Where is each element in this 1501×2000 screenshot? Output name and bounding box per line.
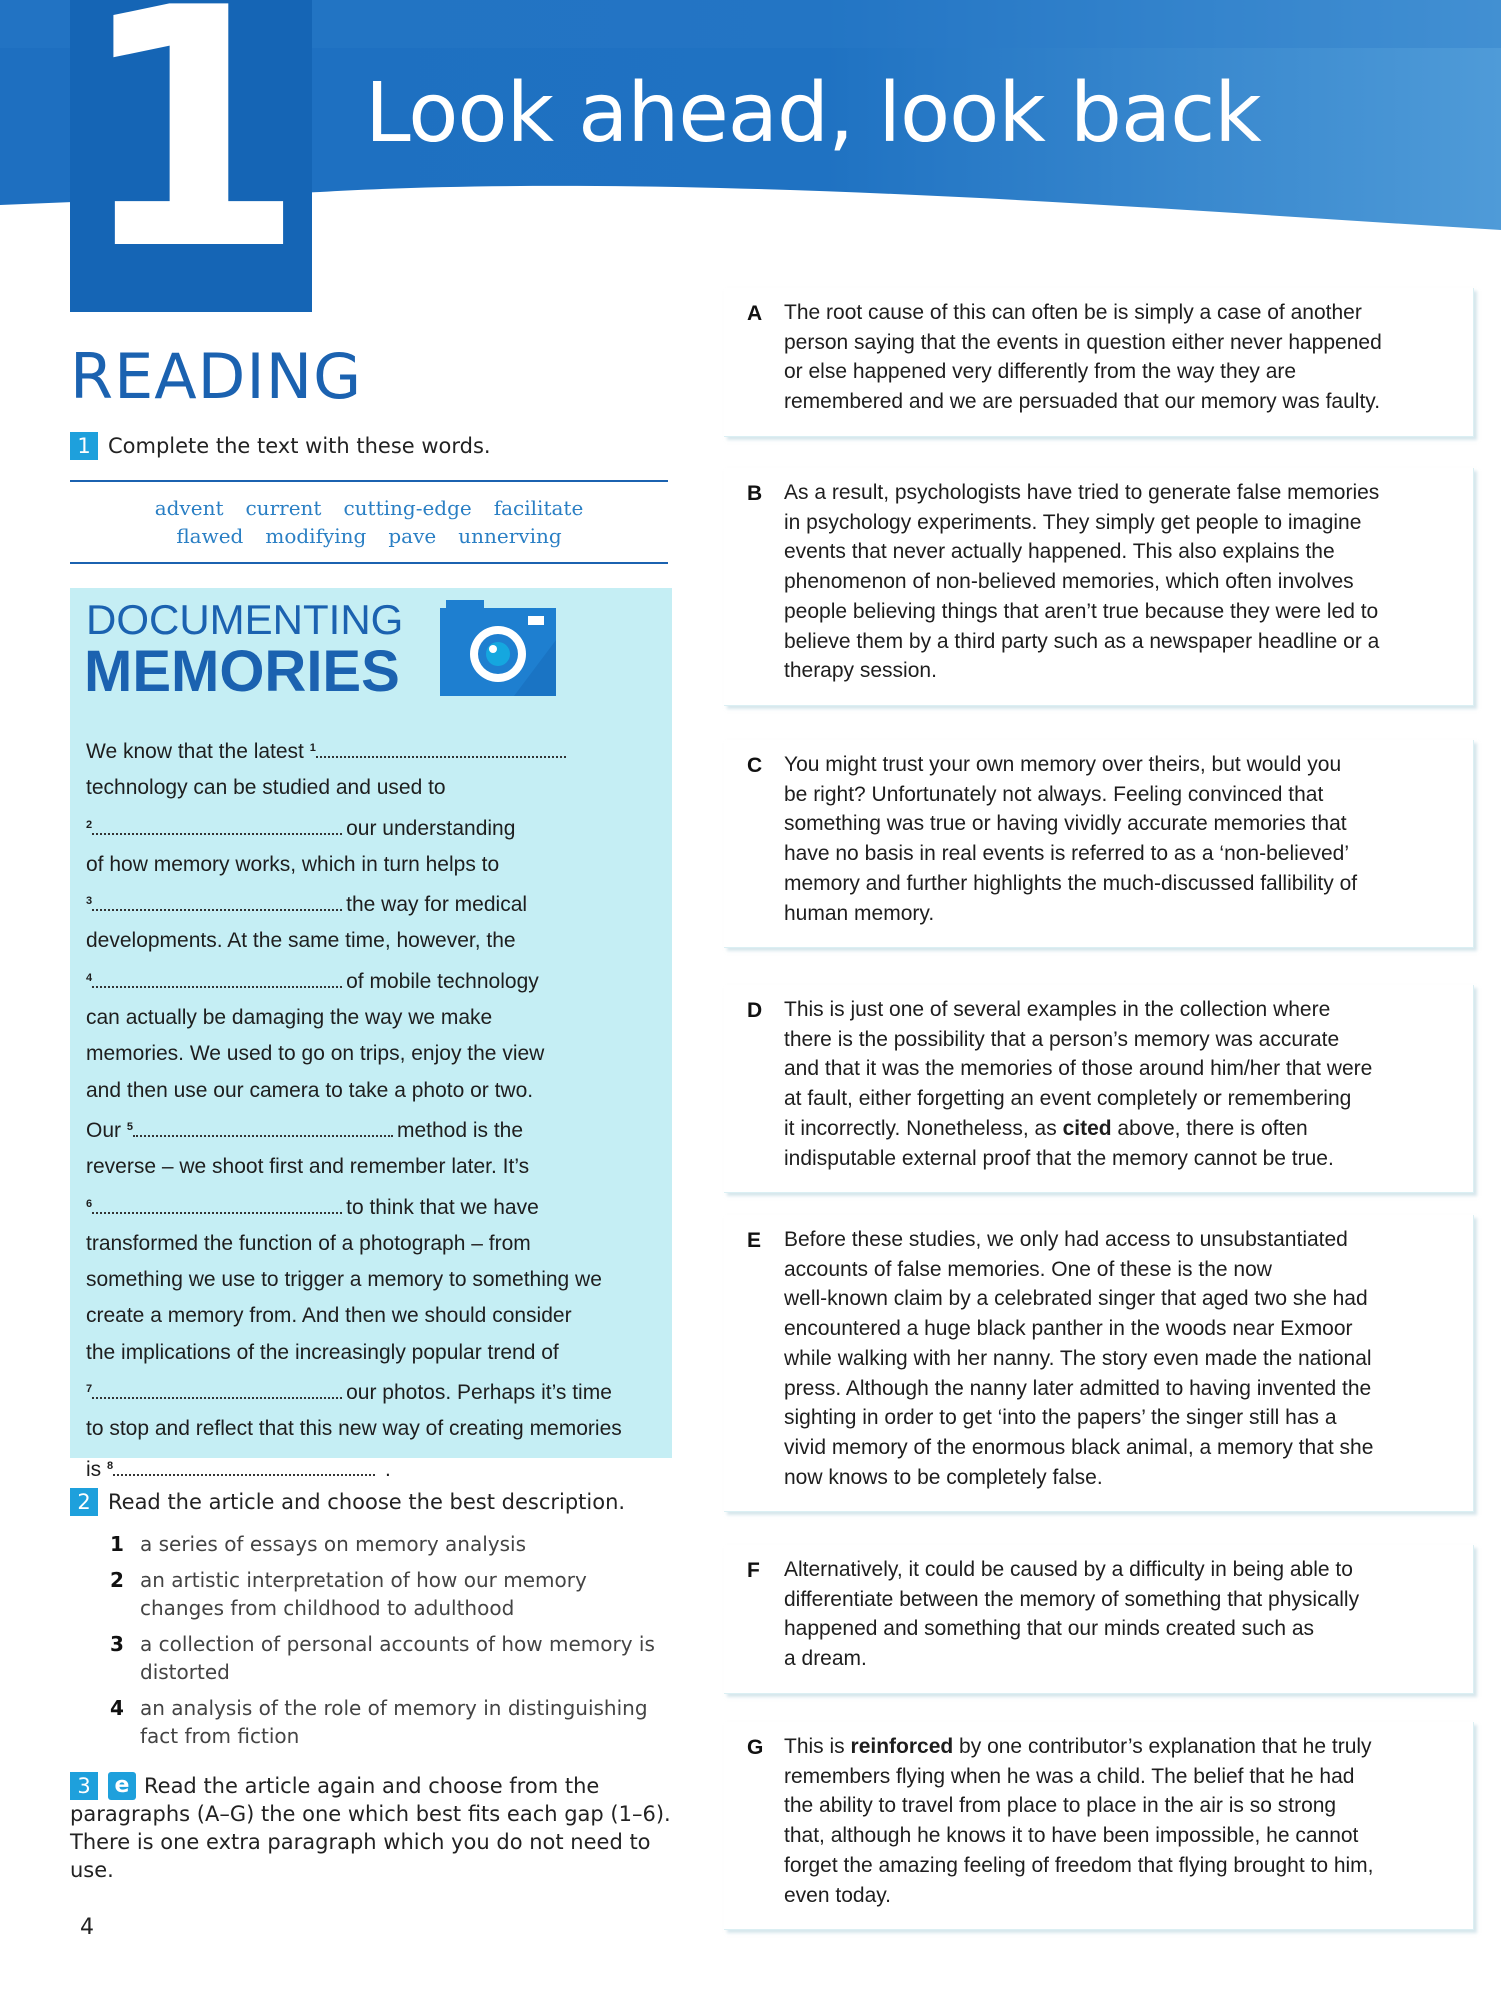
answer-gap[interactable] [92, 1196, 342, 1214]
text-segment: that, although he knows it to have been impossible, he cannot [784, 1824, 1359, 1848]
word-box-word: facilitate [493, 496, 584, 520]
text-segment: The root cause of this can often be is simply a case of another [784, 301, 1362, 324]
paragraph-line [784, 508, 1454, 538]
answer-gap[interactable] [92, 970, 342, 988]
text-segment: a dream. [784, 1647, 867, 1671]
option-item[interactable] [110, 1530, 670, 1558]
gap-text-segment: the way for medical [346, 893, 528, 917]
gap-text-segment: create a memory from. And then we should consider [86, 1304, 572, 1328]
page-number: 4 [80, 1915, 94, 1940]
option-text: a collection of personal accounts of how memory is distorted [140, 1632, 655, 1684]
gap-text-line [86, 1448, 666, 1488]
text-segment: have no basis in real events is referred to as a ‘non-believed’ [784, 842, 1349, 866]
text-segment: press. Although the nanny later admitted to having invented the [784, 1376, 1372, 1400]
paragraph-line [784, 1084, 1454, 1114]
gap-text-segment: Our [86, 1118, 127, 1142]
paragraph-line [784, 1114, 1454, 1144]
text-segment: differentiate between the memory of something that physically [784, 1587, 1360, 1611]
task-2-instruction [70, 1488, 670, 1516]
text-segment: Before these studies, we only had access to unsubstantiated [784, 1228, 1348, 1251]
word-box-word: advent [154, 496, 224, 520]
text-segment: at fault, either forgetting an event completely or remembering [784, 1087, 1352, 1111]
gap-number: 6 [86, 1197, 93, 1210]
answer-gap[interactable] [316, 740, 566, 758]
gap-text-segment: the implications of the increasingly popular trend of [86, 1340, 559, 1364]
gap-text-segment: and then use our camera to take a photo or two. [86, 1078, 534, 1102]
word-box-word: current [245, 496, 322, 520]
paragraph-line [784, 1585, 1454, 1615]
task-1-text: Complete the text with these words. [108, 434, 491, 458]
gap-number: 5 [126, 1120, 133, 1133]
text-segment: something was true or having vividly accurate memories that [784, 812, 1347, 836]
gap-text-line [86, 883, 666, 923]
paragraph-line [784, 298, 1454, 328]
task-2-text: Read the article and choose the best description. [108, 1490, 626, 1514]
text-segment: phenomenon of non-believed memories, which often involves [784, 570, 1354, 594]
task-3-text: Read the article again and choose from the paragraphs (A–G) the one which best fits each gap (1–6). There is one extra paragraph which you do not need to use. [70, 1774, 671, 1882]
paragraph-text [784, 1225, 1454, 1492]
text-segment: it incorrectly. Nonetheless, as [784, 1116, 1063, 1140]
gap-text-line [86, 847, 666, 883]
paragraph-letter: G [747, 1736, 764, 1759]
option-number: 2 [110, 1568, 124, 1592]
option-number: 1 [110, 1532, 124, 1556]
paragraph-line [784, 387, 1454, 417]
paragraph-letter: E [747, 1229, 762, 1252]
paragraph-line [784, 839, 1454, 869]
e-workbook-icon: e [108, 1772, 136, 1800]
option-text: an artistic interpretation of how our memory changes from childhood to adulthood [140, 1568, 587, 1620]
paragraph-line [784, 656, 1454, 686]
gap-number: 4 [86, 971, 93, 984]
paragraph-line [784, 1144, 1454, 1174]
text-segment: people believing things that aren’t true because they were led to [784, 599, 1379, 623]
paragraph-line [784, 809, 1454, 839]
gap-text-segment: to think that we have [346, 1195, 539, 1219]
text-segment: As a result, psychologists have tried to generate false memories [784, 481, 1380, 504]
paragraph-text [784, 1555, 1454, 1674]
text-segment: indisputable external proof that the memory cannot be true. [784, 1146, 1334, 1170]
task-3-instruction [70, 1772, 690, 1884]
gap-number: 1 [309, 742, 316, 754]
text-segment: now knows to be completely false. [784, 1465, 1103, 1489]
gap-text-line [86, 807, 666, 847]
gap-text-segment: transformed the function of a photograph – from [86, 1231, 531, 1255]
paragraph-line [784, 1555, 1454, 1585]
paragraph-line [784, 1463, 1454, 1493]
paragraph-c[interactable] [724, 740, 1474, 948]
gap-text-line [86, 1411, 666, 1447]
gap-text-segment: reverse – we shoot first and remember later. It’s [86, 1155, 530, 1179]
paragraph-letter: D [747, 999, 763, 1022]
gap-number: 3 [86, 895, 93, 908]
paragraph-line [784, 869, 1454, 899]
paragraph-line [784, 567, 1454, 597]
text-segment: remembered and we are persuaded that our memory was faulty. [784, 390, 1381, 414]
gap-text-line [86, 1036, 666, 1072]
gap-text-line [86, 1298, 666, 1334]
gap-text-line [86, 960, 666, 1000]
gap-number: 7 [86, 1383, 93, 1396]
answer-gap[interactable] [113, 1458, 375, 1476]
option-number: 4 [110, 1696, 124, 1720]
paragraph-line [784, 328, 1454, 358]
text-segment: memory and further highlights the much-discussed fallibility of [784, 871, 1358, 895]
text-segment: Alternatively, it could be caused by a difficulty in being able to [784, 1558, 1353, 1581]
unit-number: 1 [76, 0, 306, 322]
option-text: a series of essays on memory analysis [140, 1532, 527, 1556]
task-number-badge: 1 [70, 432, 98, 460]
answer-gap[interactable] [92, 1381, 342, 1399]
unit-title: Look ahead, look back [365, 66, 1261, 161]
paragraph-line [784, 537, 1454, 567]
text-segment: This is [784, 1735, 851, 1758]
paragraph-line [784, 1255, 1454, 1285]
paragraph-text [784, 298, 1454, 417]
vocabulary-highlight: cited [1062, 1116, 1112, 1140]
text-segment: by one contributor’s explanation that he truly [953, 1735, 1372, 1758]
gap-text-line [86, 1149, 666, 1185]
gap-text-line [86, 1335, 666, 1371]
gap-text-segment: developments. At the same time, however, the [86, 929, 516, 953]
paragraph-line [784, 1791, 1454, 1821]
gap-text-segment: something we use to trigger a memory to something we [86, 1268, 602, 1292]
paragraph-a[interactable] [724, 288, 1474, 437]
paragraph-line [784, 1284, 1454, 1314]
text-segment: You might trust your own memory over theirs, but would you [784, 753, 1342, 776]
text-segment: remembers flying when he was a child. The belief that he had [784, 1764, 1355, 1788]
option-number: 3 [110, 1632, 124, 1656]
gap-text-segment: to stop and reflect that this new way of creating memories [86, 1417, 622, 1441]
vocabulary-highlight: reinforced [850, 1735, 954, 1758]
paragraph-g[interactable] [724, 1722, 1474, 1930]
paragraph-line [784, 627, 1454, 657]
option-text: an analysis of the role of memory in distinguishing fact from fiction [140, 1696, 648, 1748]
paragraph-line [784, 597, 1454, 627]
paragraph-letter: A [747, 302, 763, 325]
camera-icon [440, 600, 556, 698]
paragraph-line [784, 899, 1454, 929]
option-item[interactable] [110, 1694, 670, 1750]
paragraph-letter: F [747, 1559, 760, 1582]
paragraph-line [784, 478, 1454, 508]
word-box-word: modifying [265, 524, 367, 548]
paragraph-line [784, 1881, 1454, 1911]
answer-gap[interactable] [92, 893, 342, 911]
text-segment: the ability to travel from place to place in the air is so strong [784, 1794, 1337, 1818]
gap-text-line [86, 1073, 666, 1109]
paragraph-text [784, 478, 1454, 686]
gap-text-segment: our photos. Perhaps it’s time [346, 1381, 612, 1405]
paragraph-text [784, 995, 1454, 1173]
paragraph-line [784, 995, 1454, 1025]
gap-text-line [86, 1371, 666, 1411]
text-segment: in psychology experiments. They simply get people to imagine [784, 510, 1362, 534]
gap-text-body [86, 730, 666, 1488]
word-box-word: flawed [176, 524, 244, 548]
paragraph-b[interactable] [724, 468, 1474, 706]
paragraph-f[interactable] [724, 1545, 1474, 1694]
word-box [70, 480, 668, 564]
gap-text-line [86, 1262, 666, 1298]
word-box-word: cutting-edge [343, 496, 472, 520]
task-1-instruction [70, 432, 670, 460]
paragraph-line [784, 750, 1454, 780]
text-segment: well-known claim by a celebrated singer that aged two she had [784, 1287, 1368, 1311]
paragraph-letter: B [747, 482, 763, 505]
text-segment: even today. [784, 1883, 892, 1907]
text-segment: encountered a huge black panther in the woods near Exmoor [784, 1317, 1353, 1341]
task-number-badge: 3 [70, 1772, 98, 1800]
paragraph-line [784, 1614, 1454, 1644]
option-item[interactable] [110, 1630, 670, 1686]
paragraph-line [784, 1851, 1454, 1881]
answer-gap[interactable] [92, 817, 342, 835]
word-box-word: pave [388, 524, 437, 548]
word-box-row-2 [70, 522, 668, 550]
paragraph-line [784, 1225, 1454, 1255]
gap-text-segment: of how memory works, which in turn helps to [86, 852, 500, 876]
paragraph-line [784, 1374, 1454, 1404]
paragraph-line [784, 1821, 1454, 1851]
text-segment: This is just one of several examples in the collection where [784, 998, 1331, 1021]
gap-fill-text-box [70, 588, 672, 1481]
text-segment: while walking with her nanny. The story even made the national [784, 1346, 1372, 1370]
gap-text-line [86, 1226, 666, 1262]
paragraph-line [784, 1344, 1454, 1374]
text-segment: and that it was the memories of those around him/her that were [784, 1057, 1373, 1081]
section-title: READING [70, 340, 363, 413]
paragraph-text [784, 1732, 1454, 1910]
text-segment: therapy session. [784, 659, 937, 683]
gap-text-line [86, 1186, 666, 1226]
paragraph-letter: C [747, 754, 763, 777]
paragraph-line [784, 1314, 1454, 1344]
text-segment: human memory. [784, 901, 935, 925]
paragraph-text [784, 750, 1454, 928]
text-segment: believe them by a third party such as a newspaper headline or a [784, 629, 1380, 653]
text-segment: vivid memory of the enormous black animal, a memory that she [784, 1435, 1374, 1459]
paragraph-line [784, 1025, 1454, 1055]
gap-text-segment: We know that the latest [86, 740, 310, 763]
paragraph-line [784, 1644, 1454, 1674]
gap-text-segment: is [86, 1457, 107, 1481]
gap-text-line [86, 1000, 666, 1036]
gap-text-segment: . [379, 1457, 391, 1481]
text-segment: happened and something that our minds created such as [784, 1617, 1315, 1641]
paragraph-line [784, 357, 1454, 387]
option-item[interactable] [110, 1566, 670, 1622]
text-segment: above, there is often [1111, 1116, 1308, 1140]
paragraph-line [784, 780, 1454, 810]
text-segment: forget the amazing feeling of freedom that flying brought to him, [784, 1853, 1374, 1877]
text-segment: there is the possibility that a person’s memory was accurate [784, 1027, 1340, 1051]
gap-text-segment: technology can be studied and used to [86, 776, 446, 800]
paragraph-line [784, 1732, 1454, 1762]
paragraph-line [784, 1054, 1454, 1084]
paragraph-line [784, 1762, 1454, 1792]
gap-number: 2 [86, 818, 93, 831]
text-segment: be right? Unfortunately not always. Feeling convinced that [784, 782, 1324, 806]
paragraph-d[interactable] [724, 985, 1474, 1193]
word-box-row-1 [70, 494, 668, 522]
gap-text-segment: can actually be damaging the way we make [86, 1006, 493, 1030]
gap-text-line [86, 923, 666, 959]
gap-text-segment: memories. We used to go on trips, enjoy the view [86, 1042, 545, 1066]
gap-text-heading: DOCUMENTING [86, 596, 404, 643]
text-segment: sighting in order to get ‘into the papers’ the singer still has a [784, 1406, 1337, 1430]
paragraph-line [784, 1433, 1454, 1463]
text-segment: person saying that the events in question either never happened [784, 330, 1382, 354]
text-segment: accounts of false memories. One of these is the now [784, 1257, 1272, 1281]
gap-text-segment: of mobile technology [346, 969, 539, 993]
answer-gap[interactable] [133, 1119, 393, 1137]
gap-text-segment: our understanding [346, 816, 516, 840]
gap-text-segment: method is the [396, 1118, 524, 1142]
text-segment: events that never actually happened. This also explains the [784, 540, 1335, 564]
text-segment: or else happened very differently from the way they are [784, 360, 1297, 384]
gap-number: 8 [107, 1459, 114, 1472]
gap-text-line [86, 730, 666, 770]
task-2-options [110, 1530, 670, 1758]
paragraph-line [784, 1403, 1454, 1433]
gap-text-heading-bold: MEMORIES [84, 639, 400, 704]
gap-text-line [86, 770, 666, 806]
task-number-badge: 2 [70, 1488, 98, 1516]
word-box-word: unnerving [458, 524, 562, 548]
paragraph-e[interactable] [724, 1215, 1474, 1512]
gap-text-line [86, 1109, 666, 1149]
